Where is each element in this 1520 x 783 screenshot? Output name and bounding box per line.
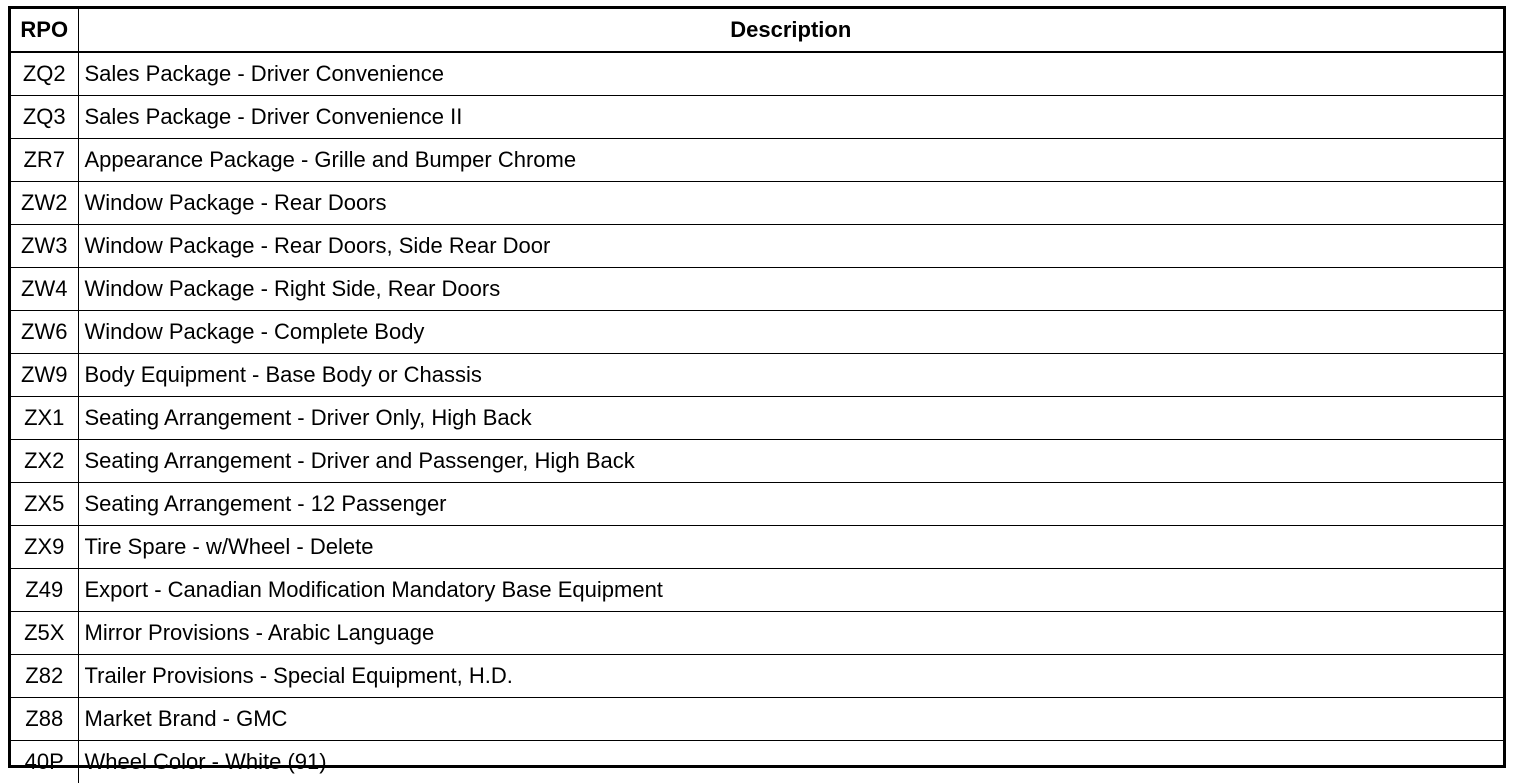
rpo-table-frame [8,6,1506,768]
table-row [11,311,1503,354]
rpo-code-cell: ZW3 [11,225,78,268]
rpo-code-cell: ZX5 [11,483,78,526]
table-row [11,225,1503,268]
rpo-code-cell: ZX1 [11,397,78,440]
table-row [11,741,1503,783]
description-cell: Sales Package - Driver Convenience II [78,96,1503,139]
description-cell: Trailer Provisions - Special Equipment, H.D. [78,655,1503,698]
table-row [11,612,1503,655]
description-cell: Seating Arrangement - Driver Only, High Back [78,397,1503,440]
table-row [11,397,1503,440]
table-row [11,569,1503,612]
description-cell: Window Package - Complete Body [78,311,1503,354]
rpo-code-cell: ZW2 [11,182,78,225]
table-row [11,440,1503,483]
description-cell: Mirror Provisions - Arabic Language [78,612,1503,655]
rpo-code-cell: ZW9 [11,354,78,397]
table-row [11,354,1503,397]
table-row [11,483,1503,526]
rpo-code-cell: Z82 [11,655,78,698]
table-header-row [11,9,1503,52]
description-cell: Seating Arrangement - Driver and Passenger, High Back [78,440,1503,483]
rpo-code-cell: ZX9 [11,526,78,569]
rpo-code-cell: ZQ3 [11,96,78,139]
rpo-code-cell: Z88 [11,698,78,741]
description-cell: Appearance Package - Grille and Bumper Chrome [78,139,1503,182]
header-rpo: RPO [11,9,78,52]
table-row [11,96,1503,139]
table-row [11,698,1503,741]
description-cell: Body Equipment - Base Body or Chassis [78,354,1503,397]
rpo-code-cell: Z5X [11,612,78,655]
description-cell: Export - Canadian Modification Mandatory Base Equipment [78,569,1503,612]
rpo-code-cell: ZQ2 [11,52,78,96]
description-cell: Market Brand - GMC [78,698,1503,741]
rpo-code-cell: 40P [11,741,78,783]
rpo-code-cell: ZW6 [11,311,78,354]
description-cell: Seating Arrangement - 12 Passenger [78,483,1503,526]
description-cell: Window Package - Rear Doors, Side Rear Door [78,225,1503,268]
description-cell: Wheel Color - White (91) [78,741,1503,783]
description-cell: Window Package - Right Side, Rear Doors [78,268,1503,311]
description-cell: Tire Spare - w/Wheel - Delete [78,526,1503,569]
description-cell: Window Package - Rear Doors [78,182,1503,225]
table-row [11,139,1503,182]
table-row [11,655,1503,698]
table-row [11,52,1503,96]
description-cell: Sales Package - Driver Convenience [78,52,1503,96]
table-row [11,268,1503,311]
rpo-code-cell: Z49 [11,569,78,612]
table-row [11,526,1503,569]
rpo-code-cell: ZX2 [11,440,78,483]
rpo-code-cell: ZW4 [11,268,78,311]
table-row [11,182,1503,225]
rpo-code-cell: ZR7 [11,139,78,182]
header-description: Description [78,9,1503,52]
rpo-table [11,9,1503,783]
